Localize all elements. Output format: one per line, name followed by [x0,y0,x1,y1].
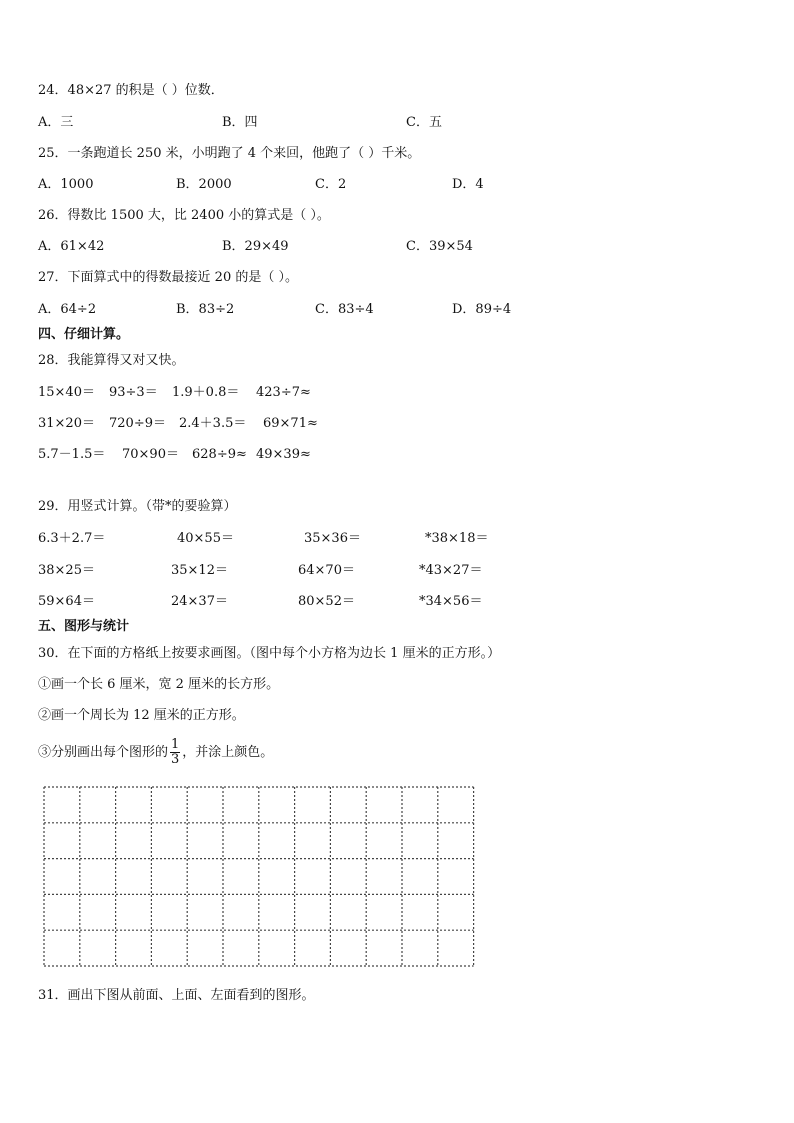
q25-option-d: D．4 [452,177,484,192]
q28-r3-c3: 628÷9≈ [192,447,247,462]
q25-stem: 25．一条跑道长 250 米，小明跑了 4 个来回，他跑了（ ）千米。 [38,146,421,161]
q30-item-3-prefix: ③分别画出每个图形的 [38,745,169,760]
q30-item-3-suffix: ，并涂上颜色。 [182,745,274,760]
q29-r1-c3: 35×36＝ [304,531,361,546]
q24-option-c: C．五 [406,115,442,130]
square-grid-paper[interactable] [43,786,475,970]
q29-r3-c2: 24×37＝ [171,594,228,609]
q27-option-c: C．83÷4 [315,302,374,317]
q28-r1-c4: 423÷7≈ [256,385,311,400]
fraction-denominator: 3 [171,752,180,767]
q24-option-a: A．三 [38,115,74,130]
q30-item-1: ①画一个长 6 厘米，宽 2 厘米的长方形。 [38,677,280,692]
q28-r2-c4: 69×71≈ [263,416,318,431]
q28-r2-c1: 31×20＝ [38,416,95,431]
q29-r2-c2: 35×12＝ [171,563,228,578]
q28-r3-c1: 5.7－1.5＝ [38,447,106,462]
q29-r3-c4: *34×56＝ [419,594,483,609]
q28-r2-c3: 2.4＋3.5＝ [179,416,247,431]
q28-r1-c2: 93÷3＝ [109,385,158,400]
q29-stem: 29．用竖式计算。（带*的要验算） [38,499,237,514]
one-third-fraction [170,738,180,767]
q25-option-b: B．2000 [176,177,232,192]
q25-option-c: C．2 [315,177,347,192]
section-5-heading: 五、图形与统计 [38,619,130,634]
q26-option-b: B．29×49 [222,239,289,254]
q25-option-a: A．1000 [38,177,94,192]
q27-option-d: D．89÷4 [452,302,512,317]
q29-r1-c2: 40×55＝ [177,531,234,546]
q27-option-a: A．64÷2 [38,302,97,317]
q28-r3-c4: 49×39≈ [256,447,311,462]
q29-r2-c4: *43×27＝ [419,563,483,578]
q26-stem: 26．得数比 1500 大，比 2400 小的算式是（ ）。 [38,208,330,223]
q29-r1-c1: 6.3＋2.7＝ [38,531,106,546]
q29-r2-c1: 38×25＝ [38,563,95,578]
q28-r1-c3: 1.9＋0.8＝ [172,385,240,400]
q28-r3-c2: 70×90＝ [122,447,179,462]
fraction-numerator: 1 [171,737,180,752]
q29-r2-c3: 64×70＝ [298,563,355,578]
q29-r3-c1: 59×64＝ [38,594,95,609]
q29-r1-c4: *38×18＝ [425,531,489,546]
q26-option-c: C．39×54 [406,239,473,254]
q29-r3-c3: 80×52＝ [298,594,355,609]
q30-stem: 30．在下面的方格纸上按要求画图。（图中每个小方格为边长 1 厘米的正方形。） [38,646,501,661]
q27-stem: 27．下面算式中的得数最接近 20 的是（ ）。 [38,270,298,285]
q30-item-2: ②画一个周长为 12 厘米的正方形。 [38,708,245,723]
section-4-heading: 四、仔细计算。 [38,327,130,342]
q26-option-a: A．61×42 [38,239,105,254]
q24-stem: 24．48×27 的积是（ ）位数． [38,83,224,98]
q30-item-3 [38,736,273,770]
q28-stem: 28．我能算得又对又快。 [38,353,185,368]
q24-option-b: B．四 [222,115,258,130]
q27-option-b: B．83÷2 [176,302,235,317]
q31-stem: 31．画出下图从前面、上面、左面看到的图形。 [38,988,315,1003]
q28-r2-c2: 720÷9＝ [109,416,166,431]
q28-r1-c1: 15×40＝ [38,385,95,400]
